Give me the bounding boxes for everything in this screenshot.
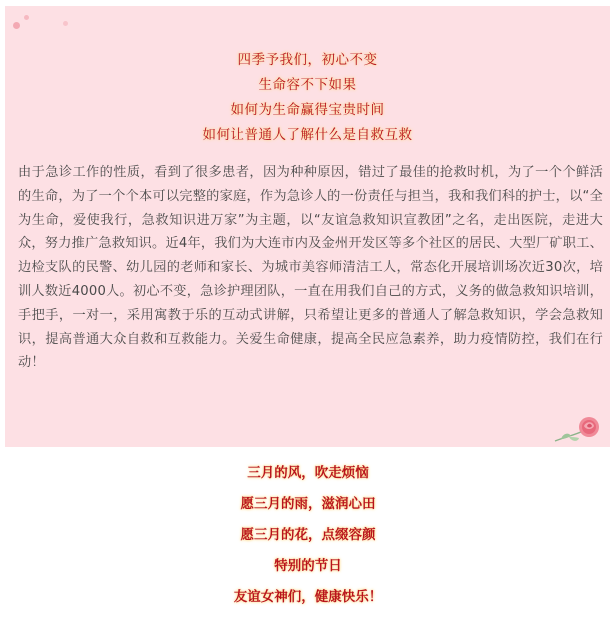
headline-line: 如何为生命赢得宝贵时间 xyxy=(230,102,385,118)
rose-icon xyxy=(553,411,603,447)
pink-card xyxy=(5,6,610,447)
petal-decoration-icon xyxy=(63,21,68,26)
greeting-line: 特别的节日 xyxy=(274,558,342,574)
body-paragraph: 由于急诊工作的性质，看到了很多患者，因为种种原因，错过了最佳的抢救时机，为了一个个鲜活的生命，为了一个个本可以完整的家庭，作为急诊人的一份责任与担当，我和我们科的护士，以“全为生命，爱使我行，急救知识进万家”为主题，以“友谊急救知识宣教团”之名，走出医院，走进大众，努力推广急救知识。近4年，我们为大连市内及金州开发区等多个社区的居民、大型厂矿职工、边检支队的民警、幼儿园的老师和家长、为城市美容师清洁工人，常态化开展培训场次近30次，培训人数近4000人。初心不变，急诊护理团队，一直在用我们自己的方式，义务的做急救知识培训，手把手，一对一，采用寓教于乐的互动式讲解，只希望让更多的普通人了解急救知识，学会急救知识，提高普通大众自救和互救能力。关爱生命健康，提高全民应急素养，助力疫情防控，我们在行动！ xyxy=(18,165,603,371)
greeting-line: 三月的风，吹走烦恼 xyxy=(247,465,369,481)
petal-decoration-icon xyxy=(24,15,29,20)
greeting-line: 愿三月的雨，滋润心田 xyxy=(240,496,376,512)
greeting-line: 愿三月的花，点缀容颜 xyxy=(240,527,376,543)
greeting-line: 友谊女神们，健康快乐！ xyxy=(233,589,383,605)
headline-line: 生命容不下如果 xyxy=(258,77,357,93)
footer-greetings xyxy=(0,458,616,613)
petal-decoration-icon xyxy=(13,22,20,29)
headline-block xyxy=(5,48,610,148)
headline-line: 四季予我们，初心不变 xyxy=(237,52,378,68)
headline-line: 如何让普通人了解什么是自救互救 xyxy=(202,127,413,143)
